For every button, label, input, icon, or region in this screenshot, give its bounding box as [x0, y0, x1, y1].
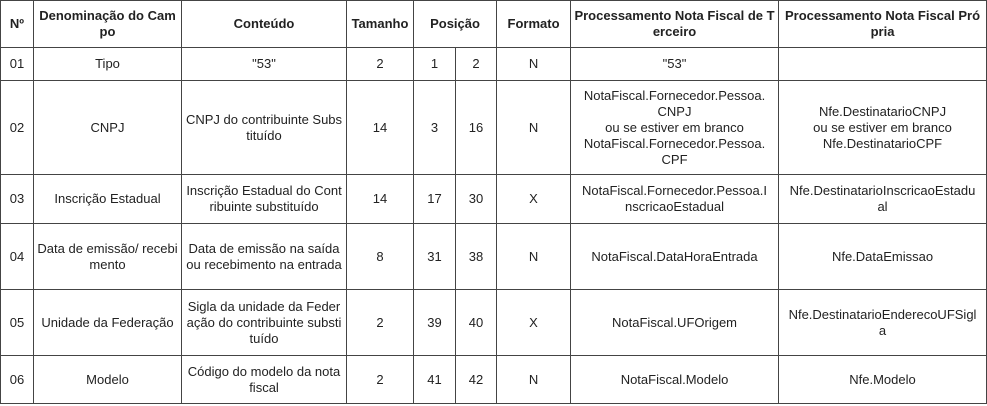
- cell-tamanho: 14: [347, 81, 414, 175]
- cell-formato: N: [497, 48, 571, 81]
- cell-formato: X: [497, 175, 571, 224]
- header-no: Nº: [1, 1, 34, 48]
- cell-terceiro: NotaFiscal.Fornecedor.Pessoa.I nscricaoEstadual: [571, 175, 779, 224]
- cell-pos-ini: 31: [414, 224, 456, 290]
- cell-conteudo: Data de emissão na saída ou recebimento na entrada: [182, 224, 347, 290]
- cell-pos-fim: 30: [456, 175, 497, 224]
- header-row: [1, 1, 987, 48]
- cell-campo: CNPJ: [34, 81, 182, 175]
- cell-pos-fim: 40: [456, 290, 497, 356]
- cell-propria: Nfe.Modelo: [779, 356, 987, 404]
- header-campo: Denominação do Campo: [34, 1, 182, 48]
- cell-pos-fim: 2: [456, 48, 497, 81]
- cell-tamanho: 8: [347, 224, 414, 290]
- cell-campo: Tipo: [34, 48, 182, 81]
- table-row: [1, 356, 987, 404]
- cell-pos-ini: 1: [414, 48, 456, 81]
- header-formato: Formato: [497, 1, 571, 48]
- cell-conteudo: Inscrição Estadual do Contribuinte substituído: [182, 175, 347, 224]
- cell-conteudo: CNPJ do contribuinte Substituído: [182, 81, 347, 175]
- cell-campo: Modelo: [34, 356, 182, 404]
- cell-campo: Unidade da Federação: [34, 290, 182, 356]
- header-conteudo: Conteúdo: [182, 1, 347, 48]
- cell-tamanho: 14: [347, 175, 414, 224]
- cell-conteudo: Código do modelo da nota fiscal: [182, 356, 347, 404]
- cell-pos-fim: 16: [456, 81, 497, 175]
- cell-propria: Nfe.DestinatarioEnderecoUFSigl a: [779, 290, 987, 356]
- cell-formato: N: [497, 81, 571, 175]
- cell-pos-ini: 3: [414, 81, 456, 175]
- cell-propria: Nfe.DataEmissao: [779, 224, 987, 290]
- cell-no: 02: [1, 81, 34, 175]
- cell-terceiro: "53": [571, 48, 779, 81]
- cell-pos-ini: 39: [414, 290, 456, 356]
- cell-propria: [779, 48, 987, 81]
- cell-terceiro: NotaFiscal.Modelo: [571, 356, 779, 404]
- cell-campo: Inscrição Estadual: [34, 175, 182, 224]
- cell-formato: X: [497, 290, 571, 356]
- cell-pos-fim: 38: [456, 224, 497, 290]
- cell-formato: N: [497, 356, 571, 404]
- header-propria: Processamento Nota Fiscal Própria: [779, 1, 987, 48]
- header-posicao: Posição: [414, 1, 497, 48]
- cell-tamanho: 2: [347, 290, 414, 356]
- table-row: [1, 48, 987, 81]
- table-row: [1, 224, 987, 290]
- cell-campo: Data de emissão/ recebimento: [34, 224, 182, 290]
- cell-no: 01: [1, 48, 34, 81]
- cell-propria: Nfe.DestinatarioInscricaoEstadu al: [779, 175, 987, 224]
- cell-no: 04: [1, 224, 34, 290]
- cell-conteudo: "53": [182, 48, 347, 81]
- cell-no: 05: [1, 290, 34, 356]
- cell-pos-fim: 42: [456, 356, 497, 404]
- cell-terceiro: NotaFiscal.DataHoraEntrada: [571, 224, 779, 290]
- table-row: [1, 175, 987, 224]
- cell-propria: Nfe.DestinatarioCNPJ ou se estiver em branco Nfe.DestinatarioCPF: [779, 81, 987, 175]
- header-tamanho: Tamanho: [347, 1, 414, 48]
- cell-formato: N: [497, 224, 571, 290]
- header-terceiro: Processamento Nota Fiscal de Terceiro: [571, 1, 779, 48]
- cell-conteudo: Sigla da unidade da Federação do contribuinte substituído: [182, 290, 347, 356]
- cell-tamanho: 2: [347, 48, 414, 81]
- cell-tamanho: 2: [347, 356, 414, 404]
- cell-no: 03: [1, 175, 34, 224]
- cell-pos-ini: 41: [414, 356, 456, 404]
- cell-no: 06: [1, 356, 34, 404]
- cell-terceiro: NotaFiscal.UFOrigem: [571, 290, 779, 356]
- table-row: [1, 81, 987, 175]
- cell-pos-ini: 17: [414, 175, 456, 224]
- cell-terceiro: NotaFiscal.Fornecedor.Pessoa. CNPJ ou se estiver em branco NotaFiscal.Fornecedor.Pessoa. CPF: [571, 81, 779, 175]
- table-row: [1, 290, 987, 356]
